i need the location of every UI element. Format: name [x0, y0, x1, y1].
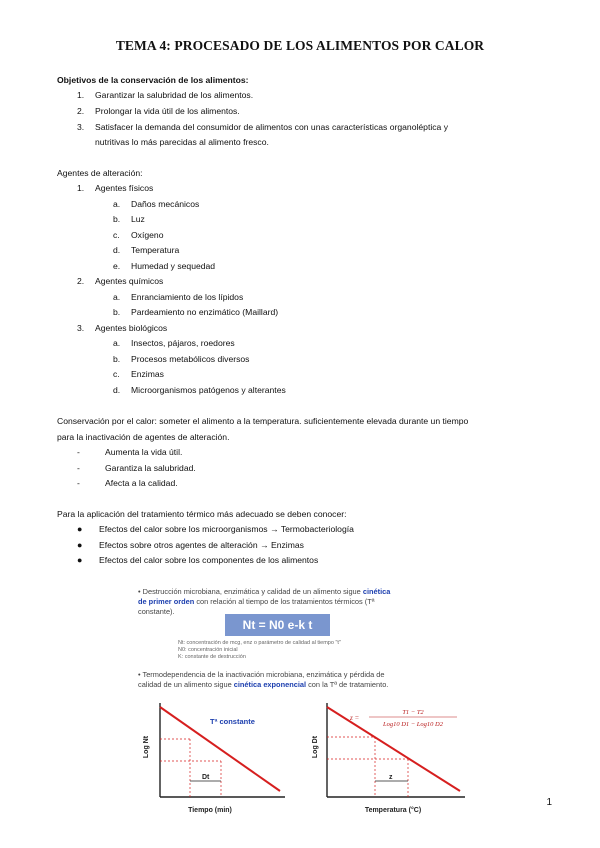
graph2-formula-lhs: z = — [350, 714, 360, 722]
figure-paragraph-2: • Termodependencia de la inactivación microbiana, enzimática y pérdida de — [138, 670, 385, 679]
first-order-formula: Nt = N0 e-k t — [225, 614, 330, 636]
graph2-formula-num: T1 − T2 — [402, 709, 424, 716]
agent-sub: b. Procesos metabólicos diversos — [113, 354, 250, 364]
bullet-item: ● Efectos del calor sobre los componentes de los alimentos — [77, 555, 319, 565]
agent-sub: b. Pardeamiento no enzimático (Maillard) — [113, 307, 279, 317]
agent-sub: d. Microorganismos patógenos y alterantes — [113, 385, 286, 395]
dash-item: - Garantiza la salubridad. — [77, 463, 196, 473]
graph2-marker: z — [389, 774, 393, 781]
page-title: TEMA 4: PROCESADO DE LOS ALIMENTOS POR CALOR — [115, 38, 485, 53]
agent-group: 3. Agentes biológicos — [77, 323, 168, 333]
agent-sub: c. Enzimas — [113, 369, 164, 379]
kinetics-figure — [130, 584, 475, 816]
agents-heading: Agentes de alteración: — [57, 168, 143, 178]
formula-legend: Nt: concentración de mcg, enz o parámetro de calidad al tiempo "t" — [178, 640, 341, 646]
graph2-ylabel: Log Dt — [312, 735, 319, 759]
page-number: 1 — [546, 797, 552, 808]
graph1-marker: Dt — [202, 774, 210, 781]
figure-paragraph-1b: de primer orden con relación al tiempo de los tratamientos térmicos (Tª — [138, 597, 375, 606]
figure-paragraph-1: • Destrucción microbiana, enzimática y calidad de un alimento sigue cinética — [138, 587, 391, 596]
objective-item-continuation: nutritivas lo más parecidas al alimento fresco. — [95, 137, 269, 147]
graph-temperature — [305, 699, 475, 816]
bullet-item: ● Efectos del calor sobre los microorganismos → Termobacteriología — [77, 524, 354, 534]
graph1-xlabel: Tiempo (min) — [188, 807, 232, 814]
graph1-note: Tª constante — [210, 717, 255, 726]
dash-item: - Aumenta la vida útil. — [77, 447, 183, 457]
formula-legend: K: constante de destrucción — [178, 654, 246, 660]
graph1-ylabel: Log Nt — [143, 735, 150, 759]
formula-legend: N0: concentración inicial — [178, 647, 238, 653]
objective-item: 3. Satisfacer la demanda del consumidor de alimentos con unas características organoléptica y — [77, 122, 449, 132]
agent-group: 2. Agentes químicos — [77, 276, 164, 286]
agent-sub: a. Insectos, pájaros, roedores — [113, 338, 235, 348]
agent-sub: b. Luz — [113, 214, 145, 224]
conservation-line: para la inactivación de agentes de alteración. — [57, 432, 230, 442]
application-heading: Para la aplicación del tratamiento térmico más adecuado se deben conocer: — [57, 509, 347, 519]
agent-sub: a. Daños mecánicos — [113, 199, 200, 209]
agent-sub: c. Oxígeno — [113, 230, 164, 240]
conservation-line: Conservación por el calor: someter el alimento a la temperatura. suficientemente elevada durante un tiempo — [57, 416, 469, 426]
dash-item: - Afecta a la calidad. — [77, 478, 178, 488]
graph-time — [130, 699, 290, 816]
agent-sub: a. Enranciamiento de los lípidos — [113, 292, 244, 302]
graph2-formula-den: Log10 D1 − Log10 D2 — [382, 721, 444, 728]
figure-paragraph-2b: calidad de un alimento sigue cinética exponencial con la Tª de tratamiento. — [138, 680, 389, 689]
figure-paragraph-1c: constante). — [138, 607, 175, 616]
agent-sub: e. Humedad y sequedad — [113, 261, 216, 271]
objective-item: 1. Garantizar la salubridad de los alimentos. — [77, 90, 254, 100]
agent-sub: d. Temperatura — [113, 245, 180, 255]
objectives-heading: Objetivos de la conservación de los alimentos: — [57, 75, 249, 85]
objective-item: 2. Prolongar la vida útil de los alimentos. — [77, 106, 240, 116]
graph2-xlabel: Temperatura (°C) — [364, 807, 422, 814]
agent-group: 1. Agentes físicos — [77, 183, 154, 193]
bullet-item: ● Efectos sobre otros agentes de alteración → Enzimas — [77, 540, 304, 550]
